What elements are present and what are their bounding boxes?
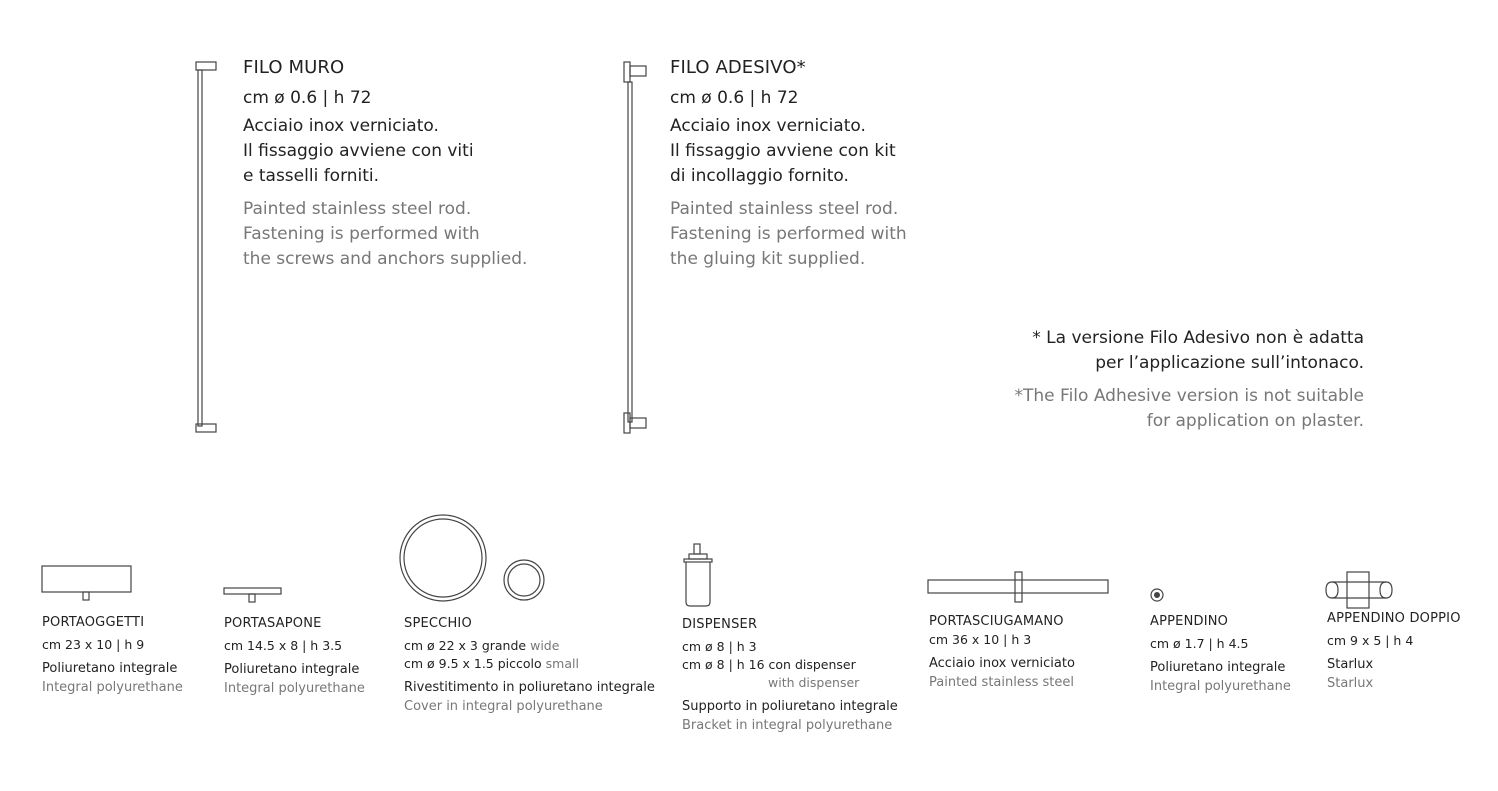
filo-adesivo-it-line-3: di incollaggio fornito. — [670, 166, 849, 186]
portaoggetti-info — [42, 615, 183, 697]
portasapone-material-it: Poliuretano integrale — [224, 662, 360, 677]
appendino-dims: cm ø 1.7 | h 4.5 — [1150, 636, 1249, 651]
filo-muro-it-line-2: Il fissaggio avviene con viti — [243, 141, 474, 161]
filo-muro-it-line-3: e tasselli forniti. — [243, 166, 380, 186]
filo-muro-en-line-2: Fastening is performed with — [243, 224, 480, 244]
filo-adesivo-it-line-2: Il fissaggio avviene con kit — [670, 141, 896, 161]
filo-adesivo-en-line-3: the gluing kit supplied. — [670, 249, 866, 269]
filo-adesivo-title: FILO ADESIVO* — [670, 57, 806, 78]
appendino-doppio-material-en: Starlux — [1327, 676, 1374, 691]
portasciugamano-info — [929, 614, 1075, 692]
appendino-doppio-drawing — [1324, 570, 1398, 610]
dispenser-title: DISPENSER — [682, 617, 758, 632]
specchio-material-en: Cover in integral polyurethane — [404, 699, 603, 714]
portaoggetti-dims: cm 23 x 10 | h 9 — [42, 637, 145, 652]
appendino-doppio-info — [1327, 611, 1461, 693]
specchio-dims-small: cm ø 9.5 x 1.5 piccolo — [404, 656, 542, 671]
filo-adesivo-block — [670, 57, 907, 272]
appendino-title: APPENDINO — [1150, 614, 1229, 629]
appendino-info — [1150, 614, 1291, 696]
portasapone-info — [224, 616, 365, 698]
filo-muro-title: FILO MURO — [243, 57, 345, 78]
note-en-line-2: for application on plaster. — [1146, 411, 1364, 431]
appendino-drawing — [1148, 586, 1166, 604]
portasapone-title: PORTASAPONE — [224, 616, 322, 631]
dispenser-material-it: Supporto in poliuretano integrale — [682, 699, 898, 714]
portasciugamano-material-en: Painted stainless steel — [929, 675, 1075, 690]
dispenser-dims-base: cm ø 8 | h 3 — [682, 639, 757, 654]
portasapone-dims: cm 14.5 x 8 | h 3.5 — [224, 638, 343, 653]
portaoggetti-material-en: Integral polyurethane — [42, 680, 183, 695]
note-en-line-1: *The Filo Adhesive version is not suitable — [1014, 386, 1364, 406]
plaster-note — [1015, 326, 1364, 434]
filo-adesivo-en-line-1: Painted stainless steel rod. — [670, 199, 899, 219]
filo-adesivo-dims: cm ø 0.6 | h 72 — [670, 88, 799, 108]
appendino-doppio-title: APPENDINO DOPPIO — [1327, 611, 1461, 626]
portasciugamano-material-it: Acciaio inox verniciato — [929, 656, 1075, 671]
specchio-dims-large-en: wide — [530, 638, 560, 653]
appendino-material-it: Poliuretano integrale — [1150, 660, 1286, 675]
filo-muro-it-line-1: Acciaio inox verniciato. — [243, 116, 439, 136]
portasciugamano-dims: cm 36 x 10 | h 3 — [929, 632, 1032, 647]
specchio-dims-large: cm ø 22 x 3 grande — [404, 638, 527, 653]
specchio-drawing — [398, 512, 548, 606]
appendino-doppio-dims: cm 9 x 5 | h 4 — [1327, 633, 1414, 648]
portasapone-material-en: Integral polyurethane — [224, 681, 365, 696]
filo-muro-en-line-3: the screws and anchors supplied. — [243, 249, 528, 269]
note-it-line-1: * La versione Filo Adesivo non è adatta — [1032, 328, 1364, 348]
specchio-title: SPECCHIO — [404, 616, 472, 631]
dispenser-drawing — [680, 542, 720, 610]
portaoggetti-drawing — [40, 564, 134, 604]
specchio-dims-small-en: small — [545, 656, 579, 671]
appendino-material-en: Integral polyurethane — [1150, 679, 1291, 694]
portaoggetti-material-it: Poliuretano integrale — [42, 661, 178, 676]
filo-muro-dims: cm ø 0.6 | h 72 — [243, 88, 372, 108]
dispenser-dims-with-dispenser: cm ø 8 | h 16 con dispenser — [682, 657, 856, 672]
filo-adesivo-en-line-2: Fastening is performed with — [670, 224, 907, 244]
dispenser-info — [682, 617, 898, 735]
dispenser-material-en: Bracket in integral polyurethane — [682, 718, 893, 733]
note-it-line-2: per l’applicazione sull’intonaco. — [1095, 353, 1364, 373]
portaoggetti-title: PORTAOGGETTI — [42, 615, 145, 630]
filo-muro-block — [243, 57, 527, 272]
filo-adesivo-it-line-1: Acciaio inox verniciato. — [670, 116, 866, 136]
filo-muro-rod-drawing — [190, 58, 220, 438]
filo-muro-en-line-1: Painted stainless steel rod. — [243, 199, 472, 219]
portasciugamano-drawing — [926, 570, 1112, 606]
specchio-info — [404, 616, 655, 716]
dispenser-dims-with-dispenser-en: with dispenser — [768, 675, 860, 690]
specchio-material-it: Rivestitimento in poliuretano integrale — [404, 680, 655, 695]
appendino-doppio-material-it: Starlux — [1327, 657, 1374, 672]
filo-adesivo-rod-drawing — [618, 58, 654, 438]
portasapone-drawing — [222, 586, 284, 606]
portasciugamano-title: PORTASCIUGAMANO — [929, 614, 1064, 629]
